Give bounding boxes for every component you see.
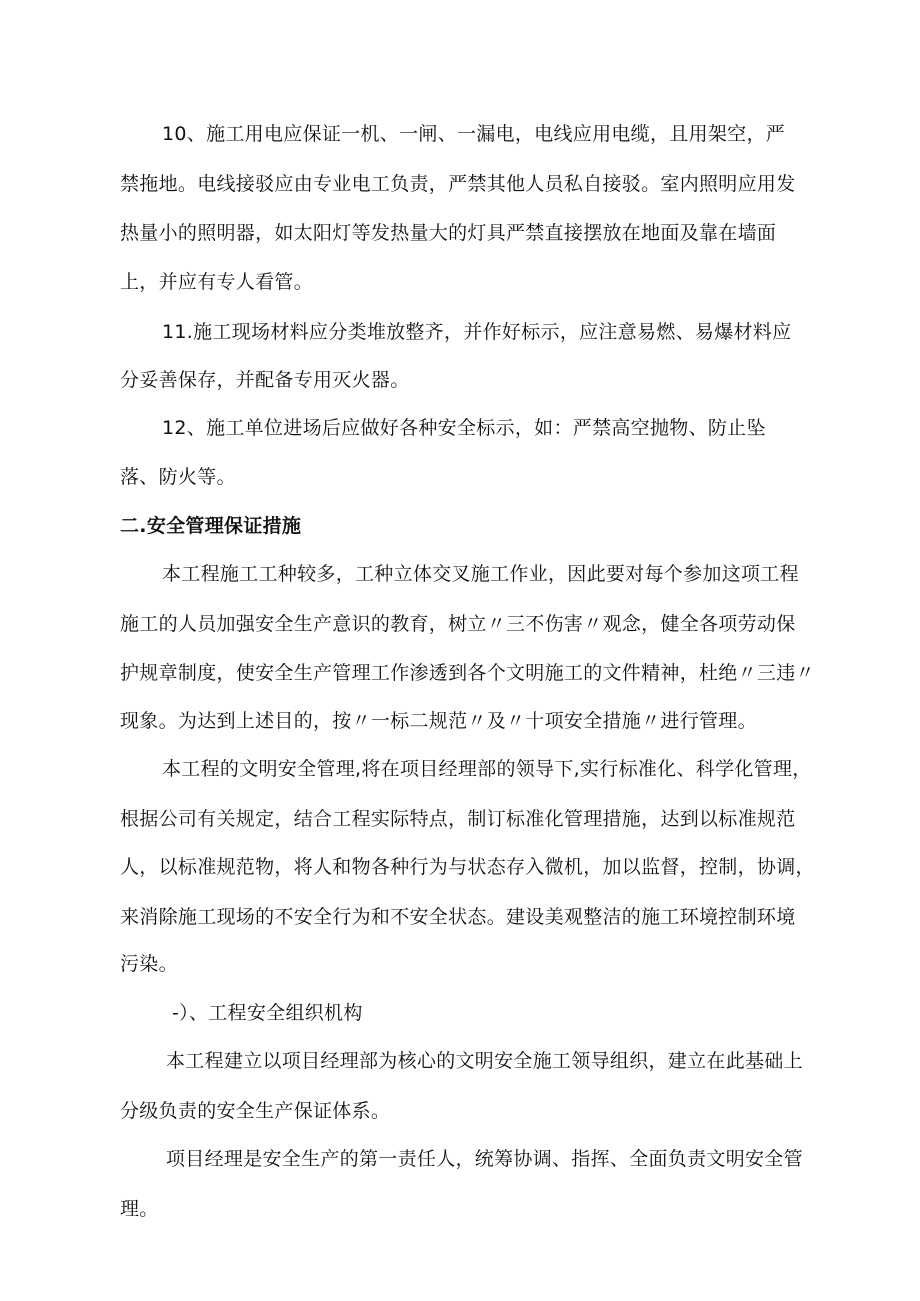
item10-line1: 10、施工用电应保证一机、一闸、一漏电，电线应用电缆，且用架空，严: [162, 123, 786, 145]
para3-line1: 本工程建立以项目经理部为核心的文明安全施工领导组织，建立在此基础上: [166, 1050, 803, 1072]
item10-line2: 禁拖地。电线接驳应由专业电工负责，严禁其他人员私自接驳。室内照明应用发: [120, 173, 796, 195]
para2-line2: 根据公司有关规定，结合工程实际特点，制订标准化管理措施，达到以标准规范: [120, 808, 796, 830]
para4-line1: 项目经理是安全生产的第一责任人，统筹协调、指挥、全面负责文明安全管: [166, 1148, 803, 1170]
para2-line5: 污染。: [120, 953, 178, 975]
item11-line1: 11.施工现场材料应分类堆放整齐，并作好标示，应注意易燃、易爆材料应: [162, 321, 792, 343]
para4-line2: 理。: [120, 1198, 159, 1220]
para2-line3: 人，以标准规范物，将人和物各种行为与状态存入微机，加以监督，控制，协调，: [120, 856, 815, 878]
item12-line1: 12、施工单位进场后应做好各种安全标示，如：严禁高空抛物、防止坠: [162, 417, 766, 439]
item10-line3: 热量小的照明器，如太阳灯等发热量大的灯具严禁直接摆放在地面及靠在墙面: [120, 222, 777, 244]
para1-line4: 现象。为达到上述目的，按〃一标二规范〃及〃十项安全措施〃进行管理。: [120, 710, 757, 732]
para1-line2: 施工的人员加强安全生产意识的教育，树立〃三不伤害〃观念，健全各项劳动保: [120, 613, 796, 635]
section2-heading: 二.安全管理保证措施: [120, 515, 302, 537]
org-subheading: -）、工程安全组织机构: [172, 1002, 363, 1024]
para2-line1: 本工程的文明安全管理,将在项目经理部的领导下,实行标准化、科学化管理，: [162, 758, 812, 780]
item10-line4: 上，并应有专人看管。: [120, 271, 314, 293]
para3-line2: 分级负责的安全生产保证体系。: [120, 1100, 391, 1122]
para2-line4: 来消除施工现场的不安全行为和不安全状态。建设美观整洁的施工环境控制环境: [120, 906, 796, 928]
para1-line3: 护规章制度，使安全生产管理工作渗透到各个文明施工的文件精神，杜绝〃三违〃: [120, 662, 815, 684]
item12-line2: 落、防火等。: [120, 466, 236, 488]
item11-line2: 分妥善保存，并配备专用灭火器。: [120, 369, 410, 391]
para1-line1: 本工程施工工种较多，工种立体交叉施工作业，因此要对每个参加这项工程: [162, 563, 799, 585]
